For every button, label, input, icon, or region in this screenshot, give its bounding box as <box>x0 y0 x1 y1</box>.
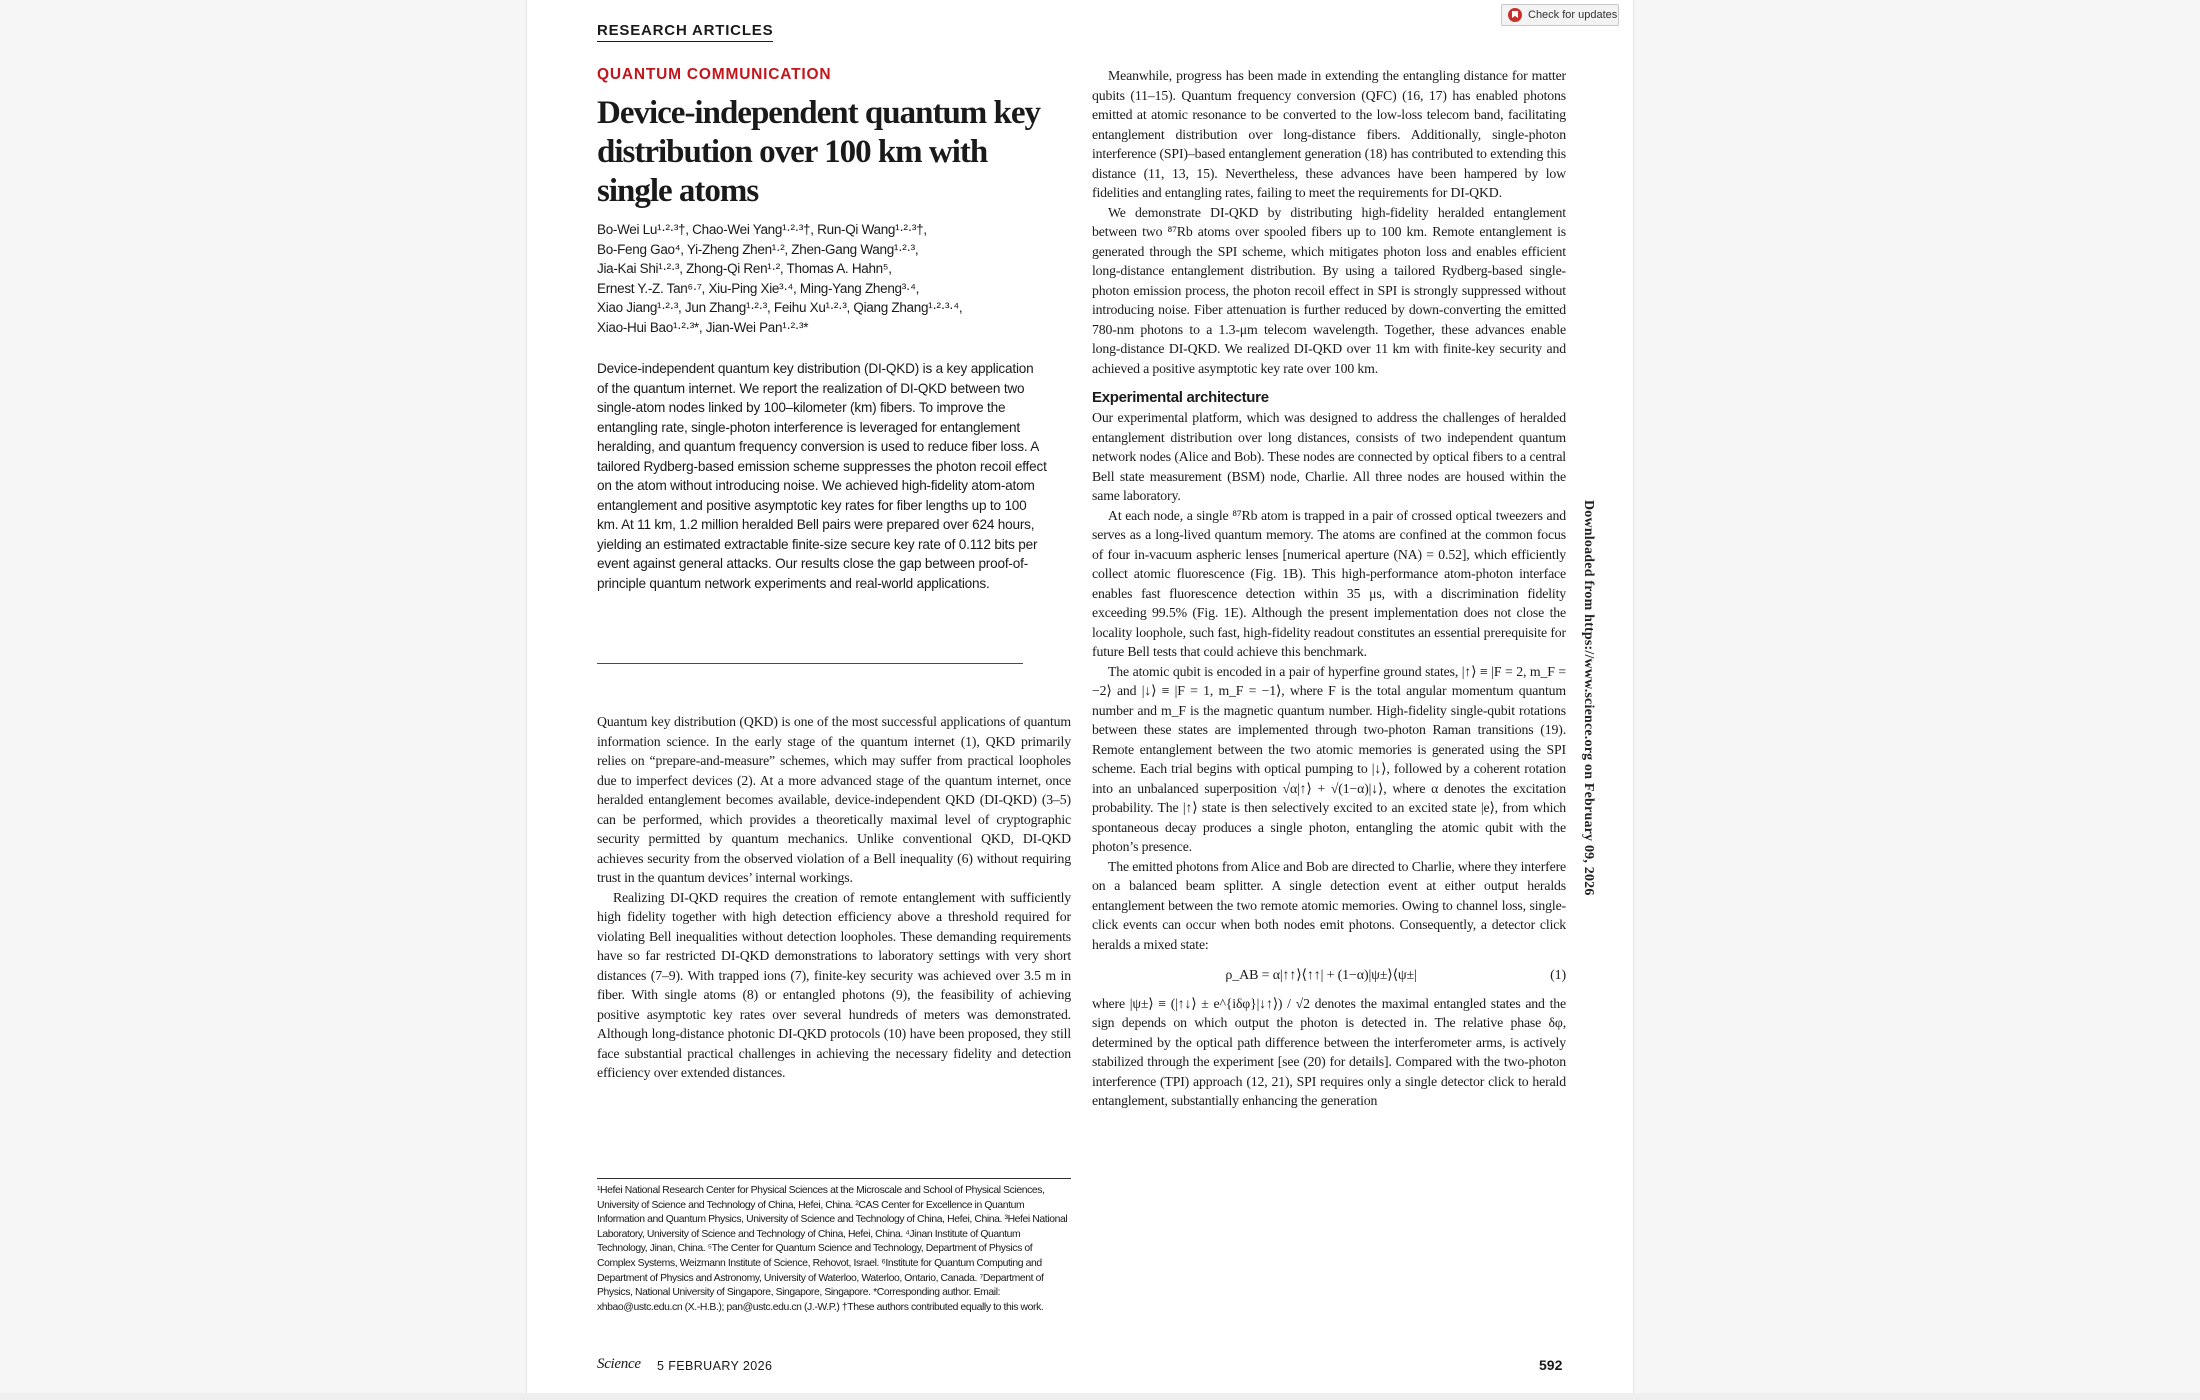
download-watermark: Downloaded from https://www.science.org on February 09, 2026 <box>1581 500 1596 896</box>
bookmark-icon <box>1508 8 1522 22</box>
abstract: Device-independent quantum key distribution (DI-QKD) is a key application of the quantum internet. We report the realization of DI-QKD between two single-atom nodes linked by 100–kilometer (km) fibers. To improve the entangling rate, single-photon interference is leveraged for entanglement heralding, and quantum frequency conversion is used to reduce fiber loss. A tailored Rydberg-based emission scheme suppresses the photon recoil effect on the atom without introducing noise. We achieved high-fidelity atom-atom entanglement and positive asymptotic key rates for fiber lengths up to 100 km. At 11 km, 1.2 million heralded Bell pairs were prepared over 624 hours, yielding an estimated extractable finite-size secure key rate of 0.112 bits per event against general attacks. Our results close the gap between proof-of-principle quantum network experiments and real-world applications. <box>597 361 1047 591</box>
abstract-divider <box>597 663 1023 664</box>
right-column <box>1092 66 1566 1111</box>
equation-1 <box>1092 966 1566 986</box>
author-line: Bo-Wei Lu¹·²·³†, Chao-Wei Yang¹·²·³†, Run-Qi Wang¹·²·³†, <box>597 222 927 237</box>
issue-date: 5 FEBRUARY 2026 <box>657 1359 773 1373</box>
article-page <box>526 0 1634 1400</box>
check-for-updates-button[interactable] <box>1501 4 1619 26</box>
body-paragraph: Meanwhile, progress has been made in extending the entangling distance for matter qubits (11–15). Quantum frequency conversion (QFC) (16, 17) has enabled photons emitted at atomic resonance to be converted to the low-loss telecom band, facilitating entanglement distribution over long-distance fibers. Additionally, single-photon interference (SPI)–based entanglement generation (18) has contributed to extending this distance (11, 13, 15). Nevertheless, these advances have been hampered by low fidelities and entangling rates, failing to meet the requirements for DI-QKD. <box>1092 68 1566 200</box>
author-line: Jia-Kai Shi¹·²·³, Zhong-Qi Ren¹·², Thomas A. Hahn⁵, <box>597 261 892 276</box>
equation-body: ρ_AB = α|↑↑⟩⟨↑↑| + (1−α)|ψ±⟩⟨ψ±| <box>1225 968 1417 983</box>
check-for-updates-label: Check for updates <box>1528 9 1618 21</box>
body-paragraph: Our experimental platform, which was designed to address the challenges of heralded entanglement distribution over long distances, consists of two independent quantum network nodes (Alice and Bob). These nodes are connected by optical fibers to a central Bell state measurement (BSM) node, Charlie. All three nodes are housed within the same laboratory. <box>1092 410 1566 503</box>
left-column <box>597 712 1071 1083</box>
author-list <box>597 220 1037 337</box>
article-title: Device-independent quantum key distribution over 100 km with single atoms <box>597 95 1041 209</box>
journal-name: Science <box>597 1356 641 1372</box>
body-paragraph: The atomic qubit is encoded in a pair of hyperfine ground states, |↑⟩ ≡ |F = 2, m_F = −2⟩ and |↓⟩ ≡ |F = 1, m_F = −1⟩, where F is the total angular momentum quantum number and m_F is the magnetic quantum number. High-fidelity single-qubit rotations between these states are implemented through two-photon Raman transitions (19). Remote entanglement between the two atomic memories is generated using the SPI scheme. Each trial begins with optical pumping to |↓⟩, followed by a coherent rotation into an unbalanced superposition √α|↑⟩ + √(1−α)|↓⟩, where α denotes the excitation probability. The |↑⟩ state is then selectively excited to an excited state |e⟩, from which spontaneous decay produces a single photon, entangling the atomic qubit with the photon’s presence. <box>1092 663 1566 854</box>
body-paragraph: where |ψ±⟩ ≡ (|↑↓⟩ ± e^{iδφ}|↓↑⟩) / √2 denotes the maximal entangled states and the sign depends on which output the photon is detected in. The relative phase δφ, determined by the optical path difference between the interferometer arms, is actively stabilized through the experiment [see (20) for details]. Compared with the two-photon interference (TPI) approach (12, 21), SPI requires only a single detector click to herald entanglement, substantially enhancing the generation <box>1092 995 1566 1108</box>
author-line: Xiao-Hui Bao¹·²·³*, Jian-Wei Pan¹·²·³* <box>597 319 809 335</box>
body-paragraph: The emitted photons from Alice and Bob are directed to Charlie, where they interfere on a balanced beam splitter. A single detection event at either output heralds entanglement between the two remote atomic memories. Owing to channel loss, single-click events can occur when both nodes emit photons. Consequently, a detector click heralds a mixed state: <box>1092 858 1566 952</box>
affiliations-footnote: ¹Hefei National Research Center for Physical Sciences at the Microscale and School of Physical Sciences, University of Science and Technology of China, Hefei, China. ²CAS Center for Excellence in Quantum Information and Quantum Physics, University of Science and Technology of China, Hefei, China. ³Hefei National Laboratory, University of Science and Technology of China, Hefei, China. ⁴Jinan Institute of Quantum Technology, Jinan, China. ⁵The Center for Quantum Science and Technology, Department of Physics of Complex Systems, Weizmann Institute of Science, Rehovot, Israel. ⁶Institute for Quantum Computing and Department of Physics and Astronomy, University of Waterloo, Waterloo, Ontario, Canada. ⁷Department of Physics, National University of Singapore, Singapore, Singapore. *Corresponding author. Email: xhbao@ustc.edu.cn (X.-H.B.); pan@ustc.edu.cn (J.-W.P.) †These authors contributed equally to this work. <box>597 1185 1068 1313</box>
page-number: 592 <box>1539 1357 1563 1373</box>
equation-number: (1) <box>1550 968 1566 983</box>
footnote-divider <box>597 1178 1071 1179</box>
section-label: RESEARCH ARTICLES <box>597 22 773 42</box>
body-paragraph: Realizing DI-QKD requires the creation of remote entanglement with sufficiently high fidelity together with high detection efficiency above a threshold required for violating Bell inequalities without detection loopholes. These demanding requirements have so far restricted DI-QKD demonstrations to laboratory settings with very short distances (7–9). With trapped ions (7), finite-key security was achieved over 3.5 m in fiber. With single atoms (8) or entangled photons (9), the feasibility of achieving positive asymptotic key rates over several hundreds of meters was demonstrated. Although long-distance photonic DI-QKD protocols (10) have been proposed, they still face substantial practical challenges in achieving the necessary fidelity and detection efficiency over extended distances. <box>597 889 1071 1080</box>
body-paragraph: Quantum key distribution (QKD) is one of the most successful applications of quantum information science. In the early stage of the quantum internet (1), QKD primarily relies on “prepare-and-measure” schemes, which may suffer from practical loopholes due to imperfect devices (2). At a more advanced stage of the quantum internet, once heralded entanglement becomes available, device-independent QKD (DI-QKD) (3–5) can be performed, which provides a theoretically maximal level of cryptographic security permitted by quantum mechanics. Unlike conventional QKD, DI-QKD achieves security from the observed violation of a Bell inequality (6) without requiring trust in the quantum devices’ internal workings. <box>597 714 1071 885</box>
author-line: Bo-Feng Gao⁴, Yi-Zheng Zhen¹·², Zhen-Gang Wang¹·²·³, <box>597 241 919 257</box>
author-line: Xiao Jiang¹·²·³, Jun Zhang¹·²·³, Feihu Xu¹·²·³, Qiang Zhang¹·²·³·⁴, <box>597 300 963 315</box>
body-paragraph: We demonstrate DI-QKD by distributing high-fidelity heralded entanglement between two ⁸⁷Rb atoms over spooled fibers up to 100 km. Remote entanglement is generated through the SPI scheme, which mitigates photon loss and enables efficient long-distance entanglement distribution. By using a tailored Rydberg-based single-photon emission process, the photon recoil effect in SPI is strongly suppressed without introducing noise. Fiber attenuation is further reduced by down-converting the emitted 780-nm photons to a 1.3-μm telecom wavelength. Together, these advances enable long-distance DI-QKD. We realized DI-QKD over 11 km with finite-key security and achieved a positive asymptotic key rate over 100 km. <box>1092 204 1566 376</box>
author-line: Ernest Y.-Z. Tan⁶·⁷, Xiu-Ping Xie³·⁴, Ming-Yang Zheng³·⁴, <box>597 280 920 296</box>
article-category: QUANTUM COMMUNICATION <box>597 66 832 83</box>
section-heading: Experimental architecture <box>1092 389 1269 406</box>
body-paragraph: At each node, a single ⁸⁷Rb atom is trapped in a pair of crossed optical tweezers and serves as a long-lived quantum memory. The atoms are confined at the common focus of four in-vacuum aspheric lenses [numerical aperture (NA) = 0.52], which efficiently collect atomic fluorescence (Fig. 1B). This high-performance atom-photon interface enables fast fluorescence detection within 35 μs, with a discrimination fidelity exceeding 99.5% (Fig. 1E). Although the present implementation does not close the locality loophole, such fast, high-fidelity readout constitutes an essential prerequisite for future Bell tests that could achieve this benchmark. <box>1092 507 1566 659</box>
viewer-bottom-edge <box>0 1393 2200 1400</box>
